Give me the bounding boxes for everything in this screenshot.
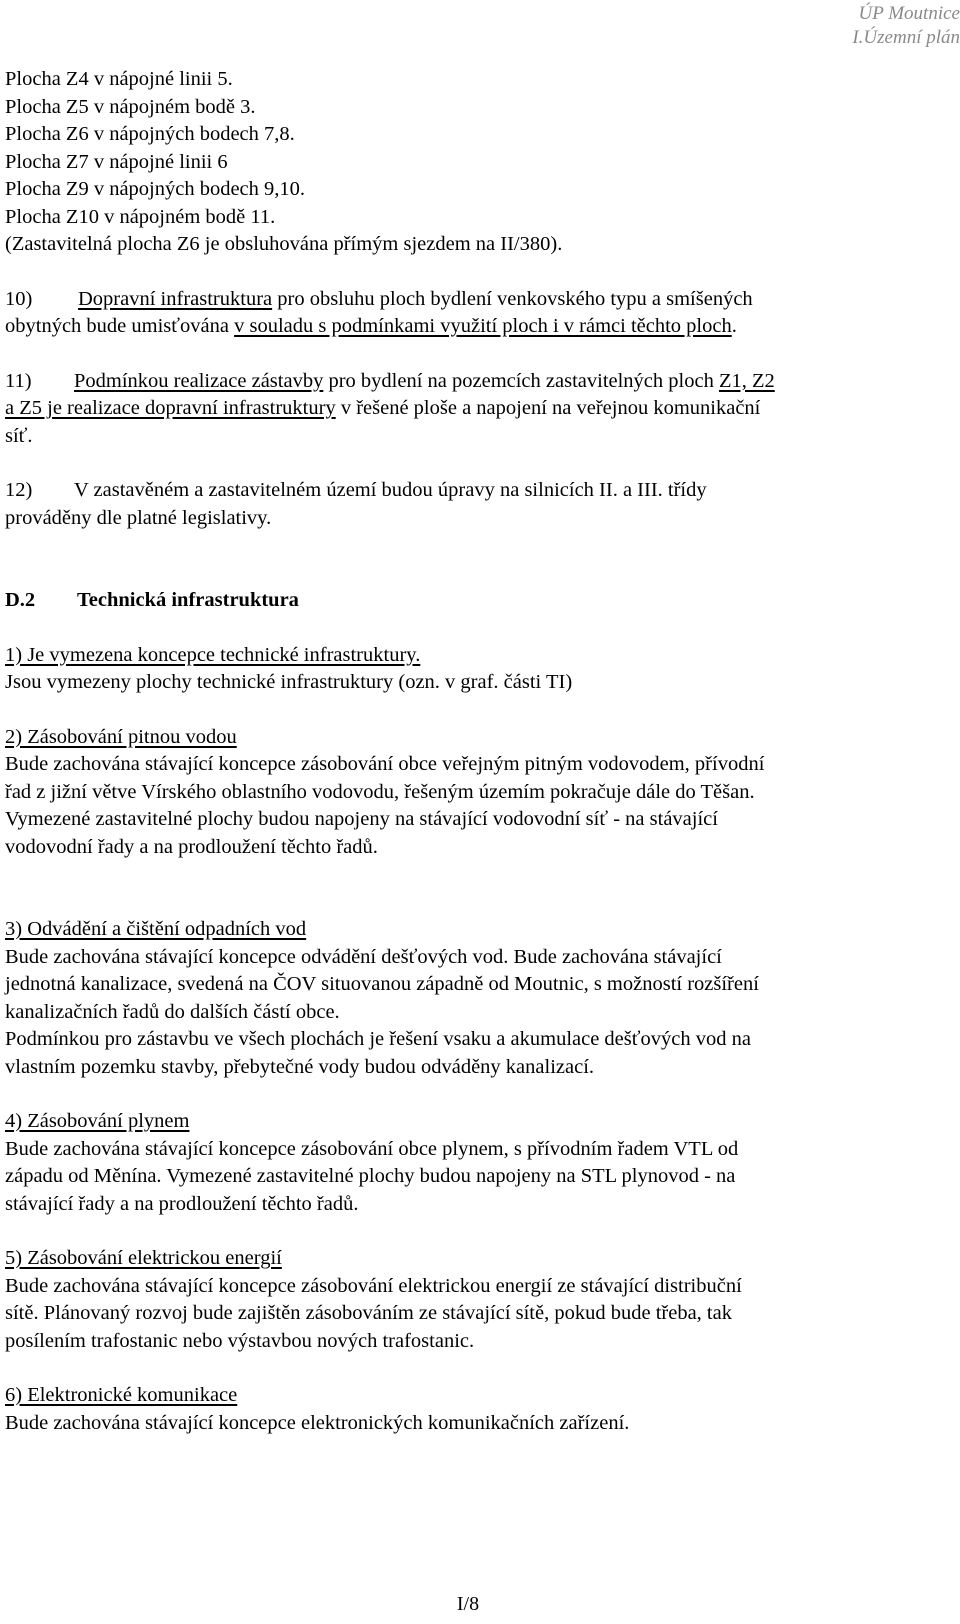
subsection-text: Bude zachována stávající koncepce zásobování elektrickou energií ze stávající distribuční bbox=[5, 1274, 742, 1297]
item-10-link-term: Dopravní infrastruktura bbox=[78, 287, 273, 310]
subsection-text: stávající řady a na prodloužení těchto řadů. bbox=[5, 1192, 359, 1215]
connections-list bbox=[5, 66, 935, 259]
item-11-text: pro bydlení na pozemcích zastavitelných ploch bbox=[323, 369, 719, 392]
item-11-text: v řešené ploše a napojení na veřejnou komunikační bbox=[335, 397, 761, 419]
subsection-text: posílením trafostanic nebo výstavbou nových trafostanic. bbox=[5, 1329, 475, 1352]
ti-section-5 bbox=[5, 1245, 935, 1355]
ti-section-3 bbox=[5, 916, 935, 1081]
item-11-underlined-text: Podmínkou realizace zástavby bbox=[74, 369, 324, 392]
item-10-text: pro obsluhu ploch bydlení venkovského typu a smíšených bbox=[272, 287, 753, 310]
document-header bbox=[852, 2, 960, 50]
item-10-text: obytných bude umisťována bbox=[5, 315, 235, 337]
subsection-text: Bude zachována stávající koncepce elektronických komunikačních zařízení. bbox=[5, 1411, 630, 1434]
subsection-text: řad z jižní větve Vírského oblastního vodovodu, řešeným územím pokračuje dále do Těšan. bbox=[5, 780, 755, 803]
subsection-text: jednotná kanalizace, svedená na ČOV situovanou západně od Moutnic, s možností rozšíření bbox=[5, 973, 759, 995]
subsection-text: Vymezené zastavitelné plochy budou napojeny na stávající vodovodní síť - na stávající bbox=[5, 808, 718, 830]
item-number: 11) bbox=[5, 369, 32, 392]
ti-section-6 bbox=[5, 1382, 935, 1437]
subsection-text: západu od Měnína. Vymezené zastavitelné plochy budou napojeny na STL plynovod - na bbox=[5, 1165, 736, 1187]
subsection-text: vlastním pozemku stavby, přebytečné vody budou odváděny kanalizací. bbox=[5, 1055, 595, 1078]
item-10-underlined-text: v souladu s podmínkami využití ploch i v rámci těchto ploch bbox=[234, 315, 732, 337]
item-11-underlined-text: a Z5 je realizace dopravní infrastruktury bbox=[5, 397, 336, 419]
page-number: I/8 bbox=[456, 1593, 480, 1615]
item-11-underlined-text: Z1, Z2 bbox=[718, 369, 775, 392]
item-10-text: . bbox=[731, 315, 737, 337]
connection-line: (Zastavitelná plocha Z6 je obsluhována přímým sjezdem na II/380). bbox=[5, 233, 563, 255]
subsection-title: 3) Odvádění a čištění odpadních vod bbox=[5, 918, 307, 940]
connection-line: Plocha Z5 v nápojném bodě 3. bbox=[5, 95, 256, 118]
document-body bbox=[5, 66, 935, 1437]
section-number: D.2 bbox=[5, 589, 36, 611]
subsection-text: kanalizačních řadů do dalších částí obce. bbox=[5, 1000, 340, 1023]
item-number: 10) bbox=[5, 287, 33, 310]
item-11-text: síť. bbox=[5, 424, 33, 447]
subsection-text: Jsou vymezeny plochy technické infrastruktury (ozn. v graf. části TI) bbox=[5, 671, 573, 693]
page-footer bbox=[0, 1593, 960, 1616]
connection-line: Plocha Z4 v nápojné linii 5. bbox=[5, 68, 233, 90]
subsection-title: 4) Zásobování plynem bbox=[5, 1110, 190, 1132]
item-number: 12) bbox=[5, 479, 33, 501]
header-plan-name: ÚP Moutnice bbox=[858, 3, 960, 24]
connection-line: Plocha Z7 v nápojné linii 6 bbox=[5, 150, 228, 173]
section-heading-d2 bbox=[5, 587, 935, 615]
paragraph-item-10 bbox=[5, 286, 935, 341]
subsection-title: 1) Je vymezena koncepce technické infrastruktury. bbox=[5, 643, 421, 666]
ti-section-2 bbox=[5, 724, 935, 862]
subsection-text: Podmínkou pro zástavbu ve všech plochách je řešení vsaku a akumulace dešťových vod na bbox=[5, 1028, 751, 1050]
header-plan-part: I.Územní plán bbox=[852, 27, 960, 48]
item-12-text: prováděny dle platné legislativy. bbox=[5, 506, 272, 529]
subsection-text: sítě. Plánovaný rozvoj bude zajištěn zásobováním ze stávající sítě, pokud bude třeba, tak bbox=[5, 1302, 732, 1324]
ti-section-1 bbox=[5, 642, 935, 697]
subsection-title: 5) Zásobování elektrickou energií bbox=[5, 1247, 282, 1269]
connection-line: Plocha Z9 v nápojných bodech 9,10. bbox=[5, 178, 306, 200]
subsection-title: 2) Zásobování pitnou vodou bbox=[5, 725, 237, 748]
connection-line: Plocha Z6 v nápojných bodech 7,8. bbox=[5, 123, 295, 145]
paragraph-item-11 bbox=[5, 368, 935, 451]
subsection-title: 6) Elektronické komunikace bbox=[5, 1384, 238, 1406]
subsection-text: Bude zachována stávající koncepce zásobování obce plynem, s přívodním řadem VTL od bbox=[5, 1137, 739, 1160]
subsection-text: Bude zachována stávající koncepce zásobování obce veřejným pitným vodovodem, přívodní bbox=[5, 753, 765, 775]
paragraph-item-12 bbox=[5, 477, 935, 532]
item-12-text: V zastavěném a zastavitelném území budou úpravy na silnicích II. a III. třídy bbox=[74, 479, 707, 501]
section-title: Technická infrastruktura bbox=[77, 589, 299, 611]
subsection-text: Bude zachována stávající koncepce odvádění dešťových vod. Bude zachována stávající bbox=[5, 945, 722, 968]
ti-section-4 bbox=[5, 1108, 935, 1218]
connection-line: Plocha Z10 v nápojném bodě 11. bbox=[5, 205, 276, 228]
subsection-text: vodovodní řady a na prodloužení těchto řadů. bbox=[5, 835, 378, 858]
